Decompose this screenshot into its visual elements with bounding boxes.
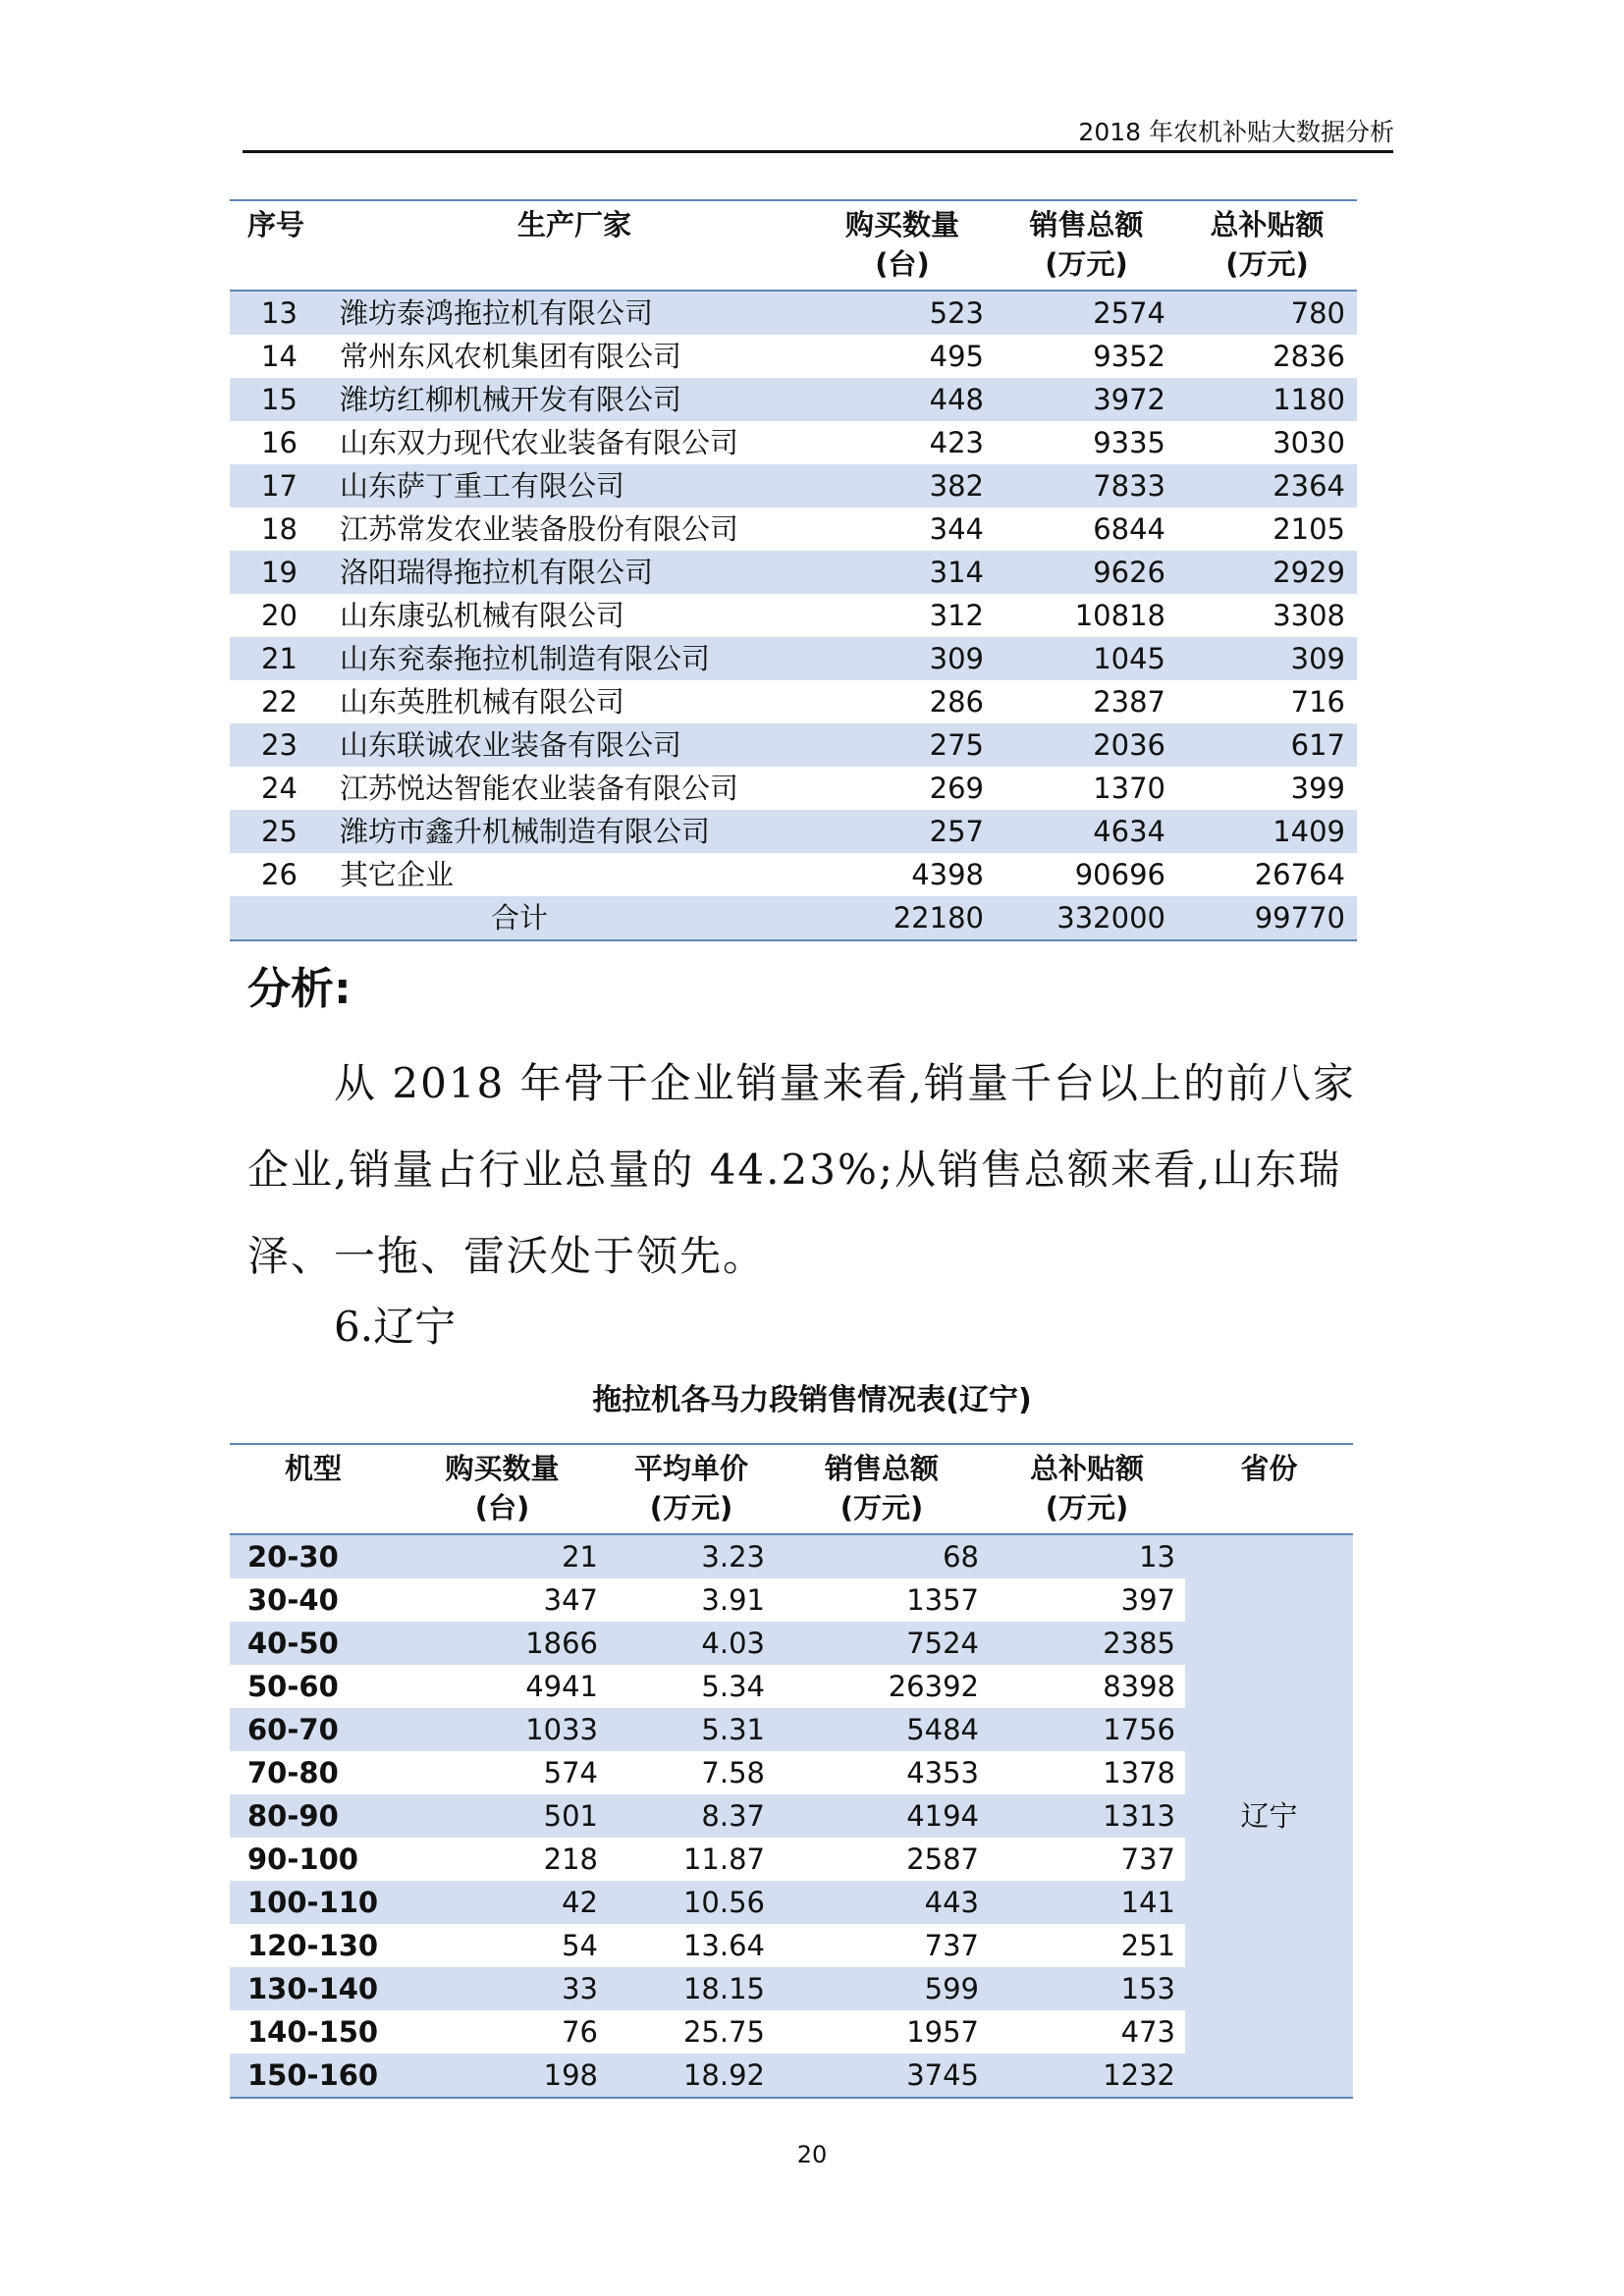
- table-row: 23 山东联诚农业装备有限公司 275 2036 617: [230, 723, 1357, 767]
- table-row: 90-100 218 11.87 2587 737: [247, 1842, 1175, 1876]
- section-heading: 6.辽宁: [334, 1303, 457, 1351]
- running-header-title: 2018 年农机补贴大数据分析: [1078, 118, 1394, 146]
- table-row: 130-140 33 18.15 599 153: [230, 1967, 1353, 2010]
- col-header-province: 省份: [1185, 1444, 1353, 1534]
- header-rule: [243, 150, 1393, 153]
- table-row: 60-70 1033 5.31 5484 1756: [230, 1708, 1353, 1751]
- table-row: 140-150 76 25.75 1957 473: [247, 2015, 1175, 2049]
- total-subsidy: 99770: [1177, 896, 1357, 940]
- col-header-manufacturer: 生产厂家: [338, 200, 809, 291]
- analysis-heading: 分析:: [247, 964, 352, 1014]
- col-header-subsidy: 总补贴额 (万元): [1177, 200, 1357, 291]
- table-caption: 拖拉机各马力段销售情况表(辽宁): [592, 1383, 1032, 1417]
- horsepower-sales-table: [230, 1443, 1353, 2099]
- table-row: 25 潍坊市鑫升机械制造有限公司 257 4634 1409: [230, 810, 1357, 853]
- total-sales: 332000: [996, 896, 1177, 940]
- col-header-quantity: 购买数量 (台): [397, 1444, 608, 1534]
- table-row: 50-60 4941 5.34 26392 8398: [247, 1670, 1175, 1703]
- table-row: 100-110 42 10.56 443 141: [230, 1881, 1353, 1924]
- table-row: 14 常州东风农机集团有限公司 495 9352 2836: [261, 340, 1345, 373]
- col-header-no: 序号: [230, 200, 338, 291]
- analysis-paragraph: 从 2018 年骨干企业销量来看,销量千台以上的前八家企业,销量占行业总量的 44.23%;从销售总额来看,山东瑞泽、一拖、雷沃处于领先。: [247, 1059, 1356, 1280]
- table-row: 30-40 347 3.91 1357 397: [247, 1583, 1175, 1617]
- province-cell: 辽宁: [1185, 1534, 1353, 2098]
- table-row: 20-30 21 3.23 68 13 辽宁: [230, 1534, 1353, 1578]
- table-header-row: [230, 1444, 1353, 1534]
- table-row: 16 山东双力现代农业装备有限公司 423 9335 3030: [261, 426, 1345, 459]
- table-row: 19 洛阳瑞得拖拉机有限公司 314 9626 2929: [230, 551, 1357, 594]
- table-row: 70-80 574 7.58 4353 1378: [247, 1756, 1175, 1789]
- table-row: 40-50 1866 4.03 7524 2385: [230, 1622, 1353, 1665]
- total-quantity: 22180: [809, 896, 996, 940]
- table-row: 21 山东兖泰拖拉机制造有限公司 309 1045 309: [230, 637, 1357, 680]
- table-row: 80-90 501 8.37 4194 1313: [230, 1794, 1353, 1838]
- table-row: 22 山东英胜机械有限公司 286 2387 716: [261, 685, 1345, 719]
- table-row: 120-130 54 13.64 737 251: [247, 1929, 1175, 1962]
- manufacturer-table: [230, 199, 1357, 941]
- table-row: 150-160 198 18.92 3745 1232: [230, 2054, 1353, 2098]
- table-row: 20 山东康弘机械有限公司 312 10818 3308: [261, 599, 1345, 632]
- table-row: 13 潍坊泰鸿拖拉机有限公司 523 2574 780: [230, 291, 1357, 335]
- page-number: 20: [796, 2141, 828, 2168]
- table-row: 18 江苏常发农业装备股份有限公司 344 6844 2105: [261, 512, 1345, 546]
- col-header-type: 机型: [230, 1444, 397, 1534]
- table-row: 17 山东萨丁重工有限公司 382 7833 2364: [230, 464, 1357, 507]
- table-total-row: [230, 896, 1357, 940]
- col-header-sales: 销售总额 (万元): [775, 1444, 989, 1534]
- col-header-avg-price: 平均单价 (万元): [608, 1444, 775, 1534]
- table-row: 24 江苏悦达智能农业装备有限公司 269 1370 399: [261, 772, 1345, 805]
- table-row: 26 其它企业 4398 90696 26764: [261, 858, 1345, 891]
- col-header-quantity: 购买数量 (台): [809, 200, 996, 291]
- table-row: 15 潍坊红柳机械开发有限公司 448 3972 1180: [230, 378, 1357, 421]
- col-header-subsidy: 总补贴额 (万元): [989, 1444, 1185, 1534]
- col-header-sales: 销售总额 (万元): [996, 200, 1177, 291]
- total-label: 合计: [230, 896, 809, 940]
- table-header-row: [230, 200, 1357, 291]
